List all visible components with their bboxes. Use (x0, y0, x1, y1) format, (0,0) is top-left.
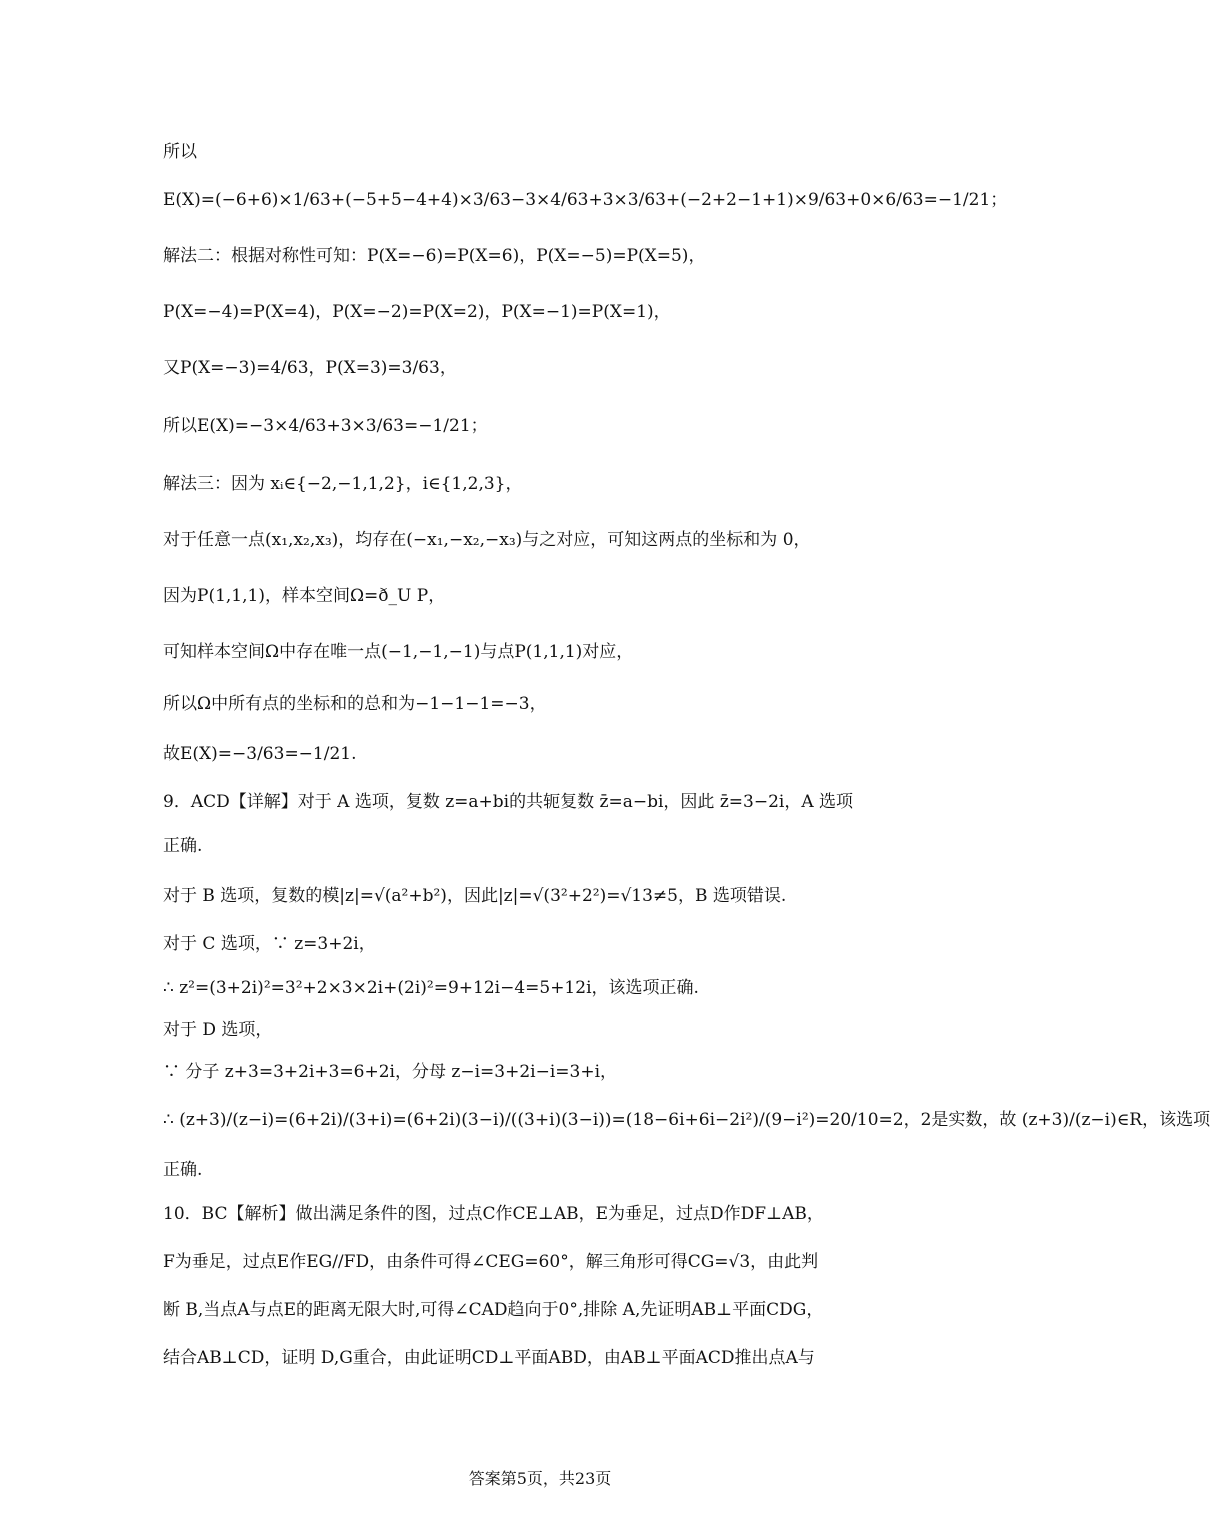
math-line: ∴ z²=(3+2i)²=3²+2×3×2i+(2i)²=9+12i−4=5+12i，该选项正确. (163, 978, 699, 998)
text-line: 对于 B 选项，复数的模|z|=√(a²+b²)，因此|z|=√(3²+2²)=√13≠5，B 选项错误. (163, 886, 787, 906)
text-line: 所以 (163, 142, 197, 162)
math-line: ∵ 分子 z+3=3+2i+3=6+2i，分母 z−i=3+2i−i=3+i， (163, 1062, 618, 1082)
text-line: 正确. (163, 836, 203, 856)
text-line: 所以Ω中所有点的坐标和的总和为−1−1−1=−3， (163, 694, 547, 714)
question-10-heading: 10．BC【解析】做出满足条件的图，过点C作CE⊥AB，E为垂足，过点D作DF⊥AB， (163, 1204, 824, 1224)
text-line: 解法二：根据对称性可知：P(X=−6)=P(X=6)，P(X=−5)=P(X=5)， (163, 246, 706, 266)
text-line: 对于任意一点(x₁,x₂,x₃)，均存在(−x₁,−x₂,−x₃)与之对应，可知这两点的坐标和为 0， (163, 530, 811, 550)
text-line: 正确. (163, 1160, 203, 1180)
math-line: 故E(X)=−3/63=−1/21. (163, 744, 357, 764)
math-line: 又P(X=−3)=4/63，P(X=3)=3/63， (163, 358, 457, 378)
text-line: 断 B,当点A与点E的距离无限大时,可得∠CAD趋向于0°,排除 A,先证明AB⊥平面CDG， (163, 1300, 824, 1320)
math-line: E(X)=(−6+6)×1/63+(−5+5−4+4)×3/63−3×4/63+3×3/63+(−2+2−1+1)×9/63+0×6/63=−1/21； (163, 190, 1008, 210)
page-footer: 答案第5页，共23页 (468, 1469, 612, 1488)
text-line: F为垂足，过点E作EG//FD，由条件可得∠CEG=60°，解三角形可得CG=√3，由此判 (163, 1252, 819, 1272)
text-line: 对于 C 选项，∵ z=3+2i， (163, 934, 376, 954)
math-line: 所以E(X)=−3×4/63+3×3/63=−1/21； (163, 416, 488, 436)
math-line: P(X=−4)=P(X=4)，P(X=−2)=P(X=2)，P(X=−1)=P(X=1)， (163, 302, 671, 322)
text-line: 结合AB⊥CD，证明 D,G重合，由此证明CD⊥平面ABD，由AB⊥平面ACD推出点A与 (163, 1348, 815, 1368)
text-line: 对于 D 选项， (163, 1020, 273, 1040)
text-line: 可知样本空间Ω中存在唯一点(−1,−1,−1)与点P(1,1,1)对应， (163, 642, 634, 662)
question-9-heading: 9．ACD【详解】对于 A 选项，复数 z=a+bi的共轭复数 z̄=a−bi，因此 z̄=3−2i，A 选项 (163, 792, 854, 812)
text-line: 因为P(1,1,1)，样本空间Ω=ð_U P， (163, 586, 446, 606)
math-line: ∴ (z+3)/(z−i)=(6+2i)/(3+i)=(6+2i)(3−i)/((3+i)(3−i))=(18−6i+6i−2i²)/(9−i²)=20/10=2，2是实数，故 (z+3)/(z−i)∈R，该选项 (163, 1110, 1210, 1130)
text-line: 解法三：因为 xᵢ∈{−2,−1,1,2}，i∈{1,2,3}， (163, 474, 523, 494)
